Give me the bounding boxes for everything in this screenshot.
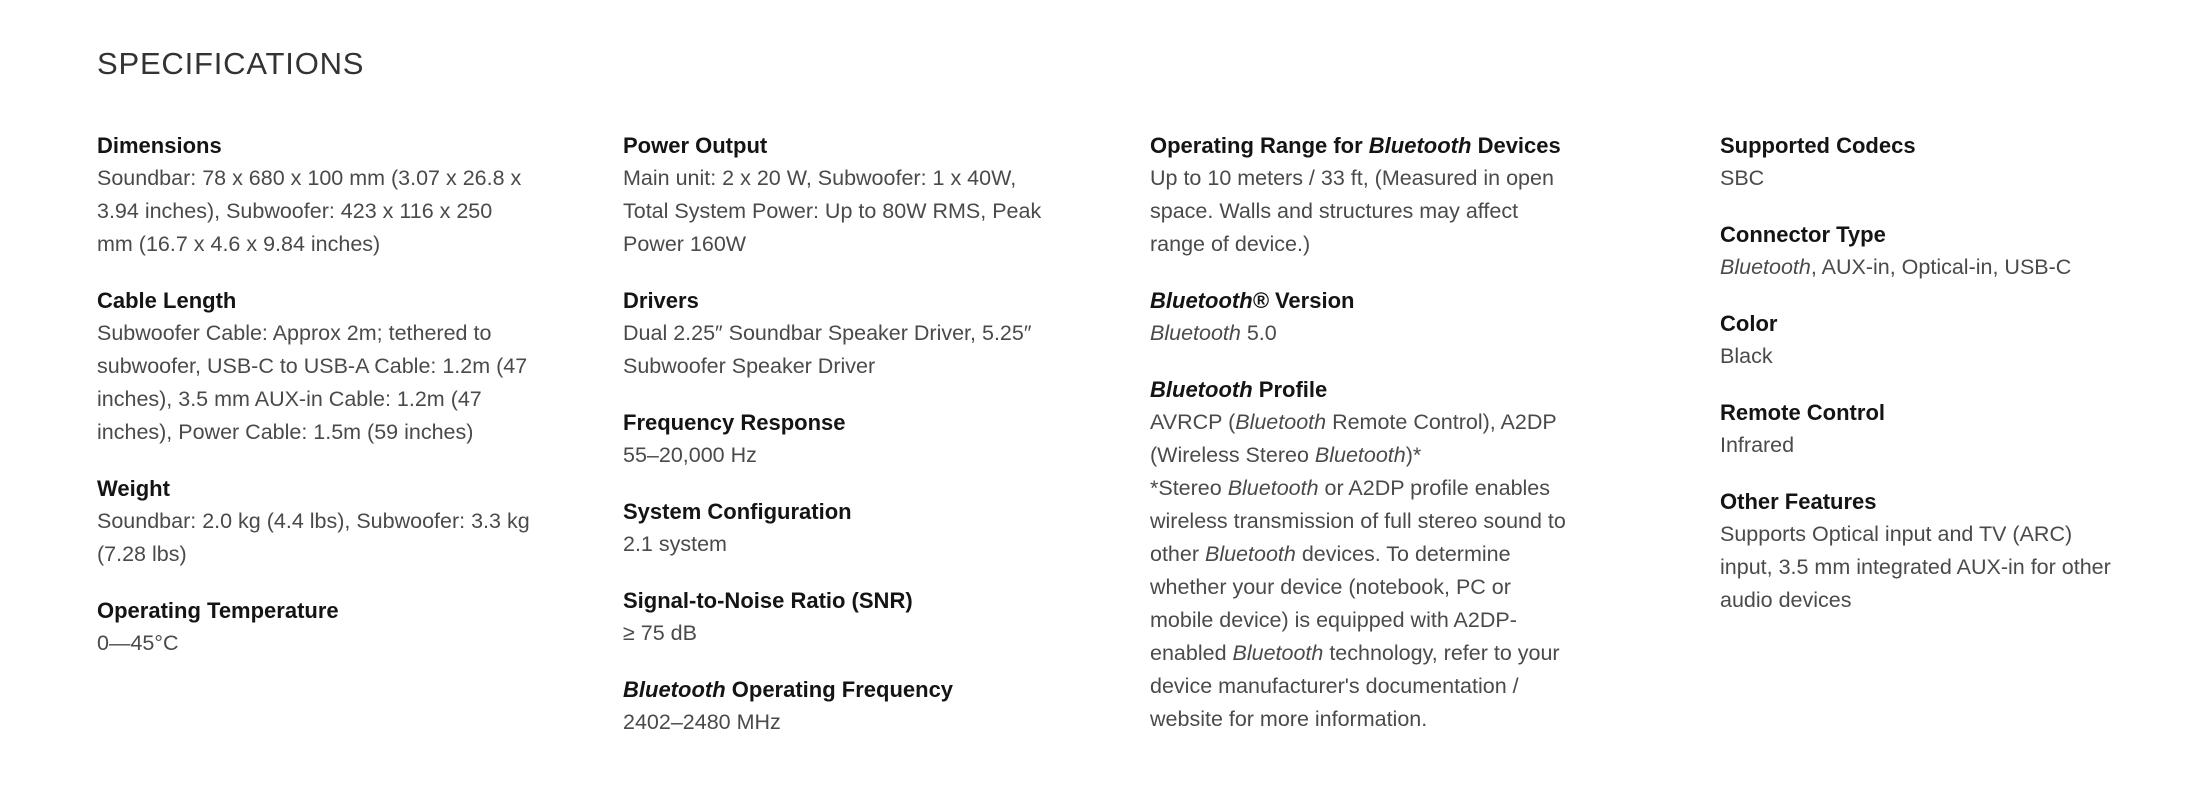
- spec-section-frequency-response: [623, 406, 1059, 472]
- spec-heading: Other Features: [1720, 489, 1877, 515]
- spec-section-supported-codecs: [1720, 129, 2126, 195]
- spec-value: Subwoofer Cable: Approx 2m; tethered to subwoofer, USB-C to USB-A Cable: 1.2m (47 inches), 3.5 mm AUX-in Cable: 1.2m (47 inches), Power Cable: 1.5m (59 inches): [97, 321, 528, 445]
- spec-columns: [97, 129, 2200, 762]
- spec-section-weight: [97, 472, 533, 571]
- spec-value: Supports Optical input and TV (ARC) input, 3.5 mm integrated AUX-in for other audio devices: [1720, 522, 2111, 613]
- spec-section-snr: [623, 584, 1059, 650]
- spec-heading: Bluetooth Profile: [1150, 377, 1328, 403]
- spec-value: Bluetooth, AUX-in, Optical-in, USB-C: [1720, 255, 2072, 280]
- spec-section-operating-temperature: [97, 594, 533, 660]
- spec-section-connector-type: [1720, 218, 2126, 284]
- spec-section-cable-length: [97, 284, 533, 449]
- page-title: SPECIFICATIONS: [97, 46, 365, 81]
- spec-heading: Drivers: [623, 288, 699, 314]
- spec-heading: Cable Length: [97, 288, 237, 314]
- spec-value: Up to 10 meters / 33 ft, (Measured in open space. Walls and structures may affect range of device.): [1150, 166, 1554, 257]
- spec-heading: Bluetooth® Version: [1150, 288, 1355, 314]
- spec-heading: Color: [1720, 311, 1778, 337]
- spec-heading: Operating Temperature: [97, 598, 339, 624]
- spec-value: ≥ 75 dB: [623, 621, 697, 646]
- spec-heading: Operating Range for Bluetooth Devices: [1150, 133, 1561, 159]
- spec-value: Main unit: 2 x 20 W, Subwoofer: 1 x 40W, Total System Power: Up to 80W RMS, Peak Power 160W: [623, 166, 1042, 257]
- spec-column-2: [623, 129, 1059, 762]
- spec-value: Bluetooth 5.0: [1150, 321, 1277, 346]
- spec-section-color: [1720, 307, 2126, 373]
- spec-value: Soundbar: 78 x 680 x 100 mm (3.07 x 26.8 x 3.94 inches), Subwoofer: 423 x 116 x 250 mm (16.7 x 4.6 x 9.84 inches): [97, 166, 522, 257]
- spec-heading: Supported Codecs: [1720, 133, 1916, 159]
- spec-heading: Dimensions: [97, 133, 222, 159]
- spec-value: 2402–2480 MHz: [623, 710, 781, 735]
- spec-heading: Frequency Response: [623, 410, 846, 436]
- spec-heading: Weight: [97, 476, 170, 502]
- spec-section-remote-control: [1720, 396, 2126, 462]
- spec-heading: System Configuration: [623, 499, 852, 525]
- spec-section-drivers: [623, 284, 1059, 383]
- spec-heading: Power Output: [623, 133, 768, 159]
- spec-section-operating-range: [1150, 129, 1574, 261]
- spec-section-bluetooth-version: [1150, 284, 1574, 350]
- spec-heading: Bluetooth Operating Frequency: [623, 677, 954, 703]
- spec-value: Black: [1720, 344, 1773, 369]
- spec-value: 0—45°C: [97, 631, 179, 656]
- spec-value: Soundbar: 2.0 kg (4.4 lbs), Subwoofer: 3.3 kg (7.28 lbs): [97, 509, 530, 567]
- spec-section-dimensions: [97, 129, 533, 261]
- spec-value: Dual 2.25″ Soundbar Speaker Driver, 5.25″ Subwoofer Speaker Driver: [623, 321, 1032, 379]
- spec-heading: Remote Control: [1720, 400, 1885, 426]
- spec-column-3: [1150, 129, 1574, 759]
- spec-section-power-output: [623, 129, 1059, 261]
- spec-section-bluetooth-operating-frequency: [623, 673, 1059, 739]
- spec-value: 2.1 system: [623, 532, 727, 557]
- spec-value: SBC: [1720, 166, 1765, 191]
- spec-section-system-configuration: [623, 495, 1059, 561]
- spec-heading: Connector Type: [1720, 222, 1886, 248]
- spec-column-4: [1720, 129, 2126, 640]
- spec-heading: Signal-to-Noise Ratio (SNR): [623, 588, 913, 614]
- spec-section-bluetooth-profile: [1150, 373, 1574, 736]
- spec-value: 55–20,000 Hz: [623, 443, 757, 468]
- spec-section-other-features: [1720, 485, 2126, 617]
- spec-column-1: [97, 129, 533, 683]
- spec-value: AVRCP (Bluetooth Remote Control), A2DP (Wireless Stereo Bluetooth)* *Stereo Bluetooth or A2DP profile enables wireless transmission of full stereo sound to other Bluetooth devices. To determine whether your device (notebook, PC or mobile device) is equipped with A2DP-enabled Bluetooth technology, refer to your device manufacturer's documentation / website for more information.: [1150, 410, 1566, 732]
- spec-value: Infrared: [1720, 433, 1795, 458]
